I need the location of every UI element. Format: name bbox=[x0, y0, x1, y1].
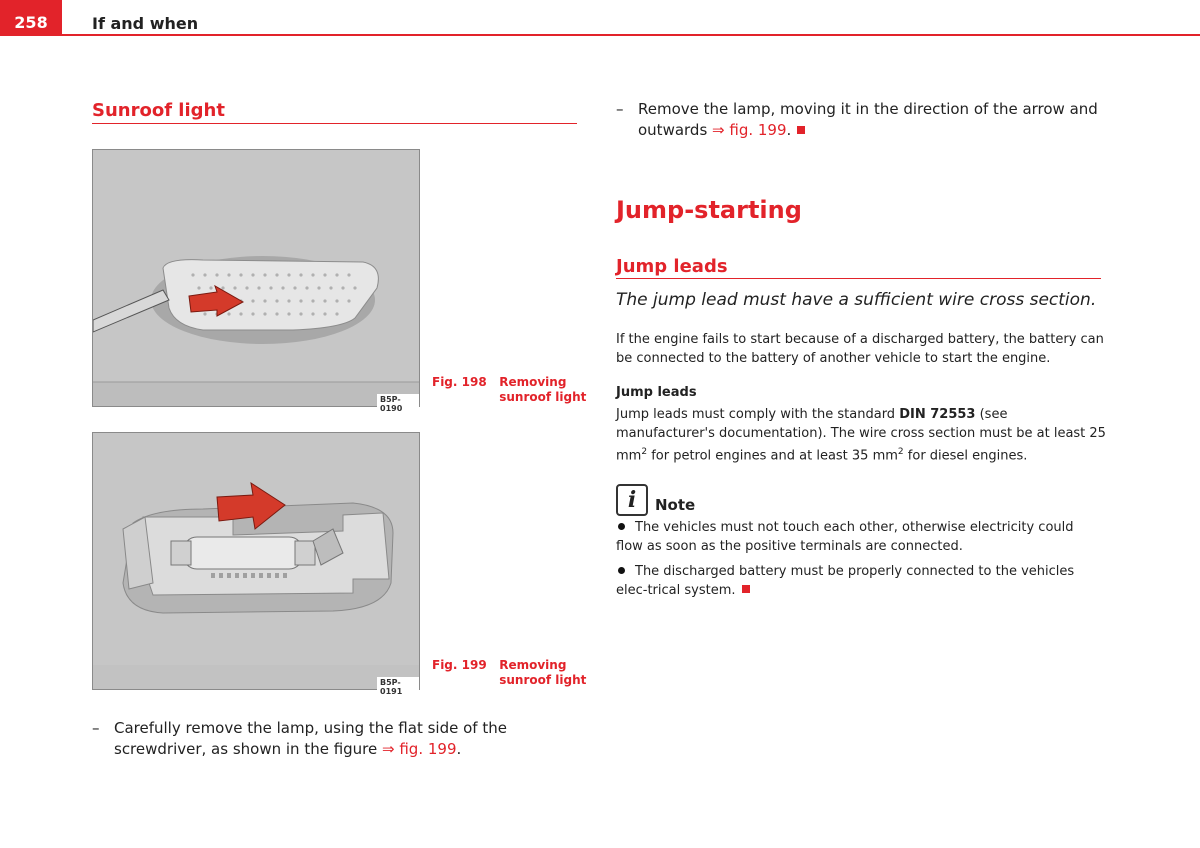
jump-leads-subheading: Jump leads bbox=[616, 385, 697, 400]
lead-sentence: The jump lead must have a sufficient wire cross section. bbox=[616, 290, 1097, 310]
bullet-dot bbox=[618, 523, 625, 530]
figure-link[interactable]: ⇒ fig. 199 bbox=[712, 121, 787, 139]
figure-199-caption bbox=[432, 658, 609, 688]
page-number: 258 bbox=[0, 0, 62, 36]
note-title: Note bbox=[655, 496, 696, 514]
figure-198-caption bbox=[432, 375, 609, 405]
step-text: Carefully remove the lamp, using the flat side of the screwdriver, as shown in the figure bbox=[114, 719, 507, 758]
step-dash: – bbox=[92, 719, 100, 737]
caption-number: Fig. 198 bbox=[432, 375, 487, 389]
right-step bbox=[616, 99, 1106, 141]
end-marker bbox=[742, 585, 750, 593]
superscript: 2 bbox=[641, 447, 648, 457]
step-end: . bbox=[456, 740, 462, 758]
note-bullet bbox=[616, 562, 1101, 600]
jump-starting-title: Jump-starting bbox=[616, 196, 802, 224]
sunroof-light-illustration bbox=[93, 150, 419, 406]
bullet-text: The discharged battery must be properly connected to the vehicles elec-trical system. bbox=[616, 564, 1075, 598]
para-text: for diesel engines. bbox=[903, 448, 1028, 464]
bullet-dot bbox=[618, 567, 625, 574]
figure-code: B5P-0191 bbox=[377, 677, 419, 697]
jump-leads-heading: Jump leads bbox=[616, 256, 728, 277]
superscript: 2 bbox=[897, 447, 904, 457]
heading-rule bbox=[92, 123, 577, 124]
step-end: . bbox=[786, 121, 792, 139]
caption-text: Removing sunroof light bbox=[499, 375, 587, 404]
standard-paragraph bbox=[616, 405, 1106, 465]
intro-paragraph: If the engine fails to start because of a discharged battery, the battery can be connected to the battery of another vehicle to start the engine. bbox=[616, 332, 1104, 366]
figure-link[interactable]: ⇒ fig. 199 bbox=[382, 740, 457, 758]
step-dash: – bbox=[616, 100, 624, 118]
para-text: for petrol engines and at least 35 mm bbox=[647, 448, 898, 464]
para-text: Jump leads must comply with the standard bbox=[616, 407, 900, 422]
caption-text: Removing sunroof light bbox=[499, 658, 587, 687]
end-marker bbox=[797, 126, 805, 134]
para-text: (see manufacturer's documentation). The wire cross section must be at least 25 mm bbox=[616, 407, 1106, 464]
lamp-removal-illustration bbox=[93, 433, 419, 689]
figure-code: B5P-0190 bbox=[377, 394, 419, 414]
note-bullet bbox=[616, 518, 1101, 556]
sunroof-light-heading: Sunroof light bbox=[92, 100, 225, 121]
bullet-text: The vehicles must not touch each other, otherwise electricity could flow as soon as the positive terminals are connected. bbox=[616, 520, 1074, 554]
figure-199 bbox=[92, 432, 420, 696]
figure-198 bbox=[92, 149, 420, 413]
info-icon bbox=[616, 484, 648, 516]
heading-rule bbox=[616, 278, 1101, 279]
step-text: Remove the lamp, moving it in the direction of the arrow and outwards bbox=[638, 100, 1098, 139]
caption-number: Fig. 199 bbox=[432, 658, 487, 672]
info-glyph: i bbox=[627, 487, 637, 513]
section-title: If and when bbox=[92, 14, 199, 33]
left-step bbox=[92, 718, 582, 760]
header-rule bbox=[0, 34, 1200, 36]
din-standard: DIN 72553 bbox=[899, 407, 976, 422]
